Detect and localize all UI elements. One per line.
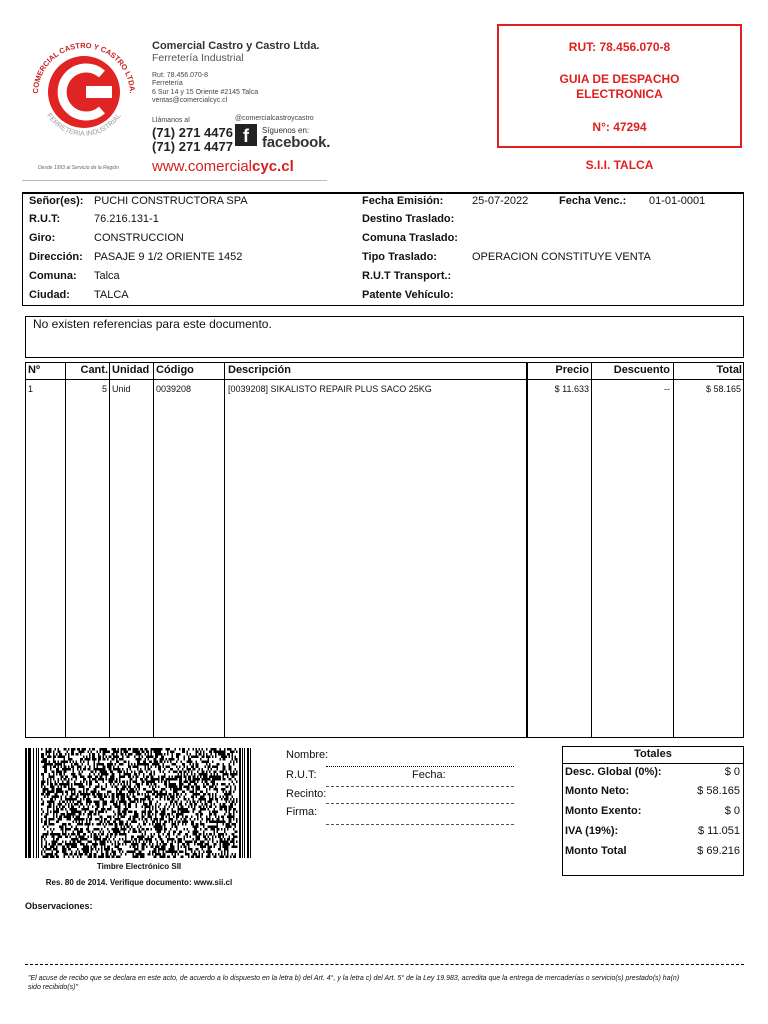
company-rut: Rut: 78.456.070-8	[152, 72, 209, 79]
monto-neto-label: Monto Neto:	[565, 785, 630, 797]
header-precio: Precio	[555, 364, 589, 376]
header-cant: Cant.	[80, 364, 108, 376]
ciudad-label: Ciudad:	[29, 289, 70, 301]
website	[152, 158, 294, 175]
tipo-traslado-value: OPERACION CONSTITUYE VENTA	[472, 251, 651, 263]
observaciones-label: Observaciones:	[25, 901, 93, 911]
ciudad-value: TALCA	[94, 289, 129, 301]
document-rut: RUT: 78.456.070-8	[568, 40, 671, 54]
website-domain: cyc.cl	[252, 158, 294, 175]
giro-value: CONSTRUCCION	[94, 232, 184, 244]
company-email: ventas@comercialcyc.cl	[152, 97, 228, 104]
facebook-follow-label: Síguenos en:	[262, 126, 310, 135]
col-divider	[224, 362, 225, 738]
row1-descuento: --	[664, 384, 670, 394]
sig-nombre-label: Nombre:	[286, 749, 329, 761]
header-descuento: Descuento	[613, 364, 670, 376]
sig-firma-line	[326, 824, 514, 825]
col-divider	[673, 362, 674, 738]
row1-precio: $ 11.633	[554, 384, 589, 394]
totals-header-divider	[562, 763, 744, 764]
sig-nombre-line	[326, 766, 514, 767]
phone-2: (71) 271 4477	[152, 139, 233, 154]
col-divider	[65, 362, 66, 738]
direccion-value: PASAJE 9 1/2 ORIENTE 1452	[94, 251, 243, 263]
items-header-divider	[25, 379, 744, 380]
col-divider	[591, 362, 592, 738]
monto-exento-value: $ 0	[724, 805, 740, 817]
call-label: Llámanos al	[152, 117, 190, 124]
header-n: Nº	[28, 364, 40, 376]
monto-neto-value: $ 58.165	[697, 785, 740, 797]
sig-rut-label: R.U.T:	[286, 769, 317, 781]
col-divider	[109, 362, 110, 738]
header-codigo: Código	[156, 364, 194, 376]
header-divider	[22, 180, 327, 181]
patente-label: Patente Vehículo:	[362, 289, 454, 301]
pdf417-barcode	[25, 748, 253, 858]
sig-recinto-label: Recinto:	[286, 788, 327, 800]
direccion-label: Dirección:	[29, 251, 83, 263]
row1-unidad: Unid	[112, 384, 131, 394]
legal-text: "El acuse de recibo que se declara en este acto, de acuerdo a lo dispuesto en la letra b) del Art. 4°, y la letra c) del Art. 5° de la Ley 19.983, acredita que la entrega de mercaderías o servicio(s) prestado(s) ha(n) sido recibido(s)"	[28, 975, 680, 991]
comuna-value: Talca	[94, 270, 120, 282]
logo-ring-top: COMERCIAL CASTRO Y CASTRO LTDA.	[30, 40, 138, 94]
document-number: N°: 47294	[592, 120, 647, 134]
sig-recinto-line	[326, 803, 514, 804]
sig-firma-label: Firma:	[286, 806, 318, 818]
destino-traslado-label: Destino Traslado:	[362, 213, 455, 225]
monto-total-value: $ 69.216	[697, 845, 740, 857]
desc-global-label: Desc. Global (0%):	[565, 766, 662, 778]
document-type-line2: ELECTRONICA	[576, 87, 663, 101]
facebook-handle: @comercialcastroycastro	[235, 115, 314, 122]
items-table	[25, 362, 744, 738]
row1-descripcion: [0039208] SIKALISTO REPAIR PLUS SACO 25KG	[228, 384, 432, 394]
row1-codigo: 0039208	[156, 384, 192, 394]
col-divider	[153, 362, 154, 738]
totals-title: Totales	[634, 748, 672, 760]
row1-cant: 5	[101, 384, 107, 394]
comuna-traslado-label: Comuna Traslado:	[362, 232, 458, 244]
sig-rut-line	[326, 786, 514, 787]
giro-label: Giro:	[29, 232, 56, 244]
monto-exento-label: Monto Exento:	[565, 805, 642, 817]
desc-global-value: $ 0	[724, 766, 740, 778]
sig-fecha-label: Fecha:	[412, 769, 446, 781]
header-descripcion: Descripción	[228, 364, 291, 376]
company-subtitle: Ferretería Industrial	[152, 52, 244, 64]
company-address: 6 Sur 14 y 15 Oriente #2145 Talca	[152, 89, 259, 96]
fecha-emision-label: Fecha Emisión:	[362, 195, 444, 207]
rut-value: 76.216.131-1	[94, 213, 159, 225]
sii-office: S.I.I. TALCA	[585, 158, 654, 172]
row1-total: $ 58.165	[705, 384, 741, 394]
iva-label: IVA (19%):	[565, 825, 619, 837]
fecha-venc-value: 01-01-0001	[649, 195, 706, 207]
website-prefix: www.comercial	[152, 158, 253, 175]
tipo-traslado-label: Tipo Traslado:	[362, 251, 437, 263]
comuna-label: Comuna:	[29, 270, 77, 282]
rut-label: R.U.T:	[29, 213, 61, 225]
facebook-icon: f	[235, 124, 257, 146]
rut-transport-label: R.U.T Transport.:	[362, 270, 452, 282]
col-divider	[526, 362, 528, 738]
header-total: Total	[716, 364, 742, 376]
iva-value: $ 11.051	[697, 825, 740, 837]
facebook-wordmark: facebook.	[262, 134, 331, 151]
references-text: No existen referencias para este documento.	[33, 317, 272, 331]
fecha-emision-value: 25-07-2022	[472, 195, 529, 207]
header-unidad: Unidad	[112, 364, 150, 376]
row1-n: 1	[28, 384, 34, 394]
fecha-venc-label: Fecha Venc.:	[559, 195, 627, 207]
monto-total-label: Monto Total	[565, 845, 627, 857]
timbre-title: Timbre Electrónico SII	[96, 862, 182, 871]
document-type-line1: GUIA DE DESPACHO	[559, 72, 680, 86]
company-logo	[28, 34, 140, 146]
company-name: Comercial Castro y Castro Ltda.	[152, 40, 320, 52]
logo-ring-bottom: FERRETERIA INDUSTRIAL	[45, 112, 123, 138]
receipt-cut-line	[25, 964, 744, 965]
senor-value: PUCHI CONSTRUCTORA SPA	[94, 195, 248, 207]
timbre-res: Res. 80 de 2014. Verifique documento: www.sii.cl	[45, 878, 233, 887]
company-activity: Ferretería	[152, 80, 183, 87]
senor-label: Señor(es):	[29, 195, 84, 207]
tagline: Desde 1993 al Servicio de la Región	[38, 165, 119, 171]
phone-1: (71) 271 4476	[152, 125, 233, 140]
